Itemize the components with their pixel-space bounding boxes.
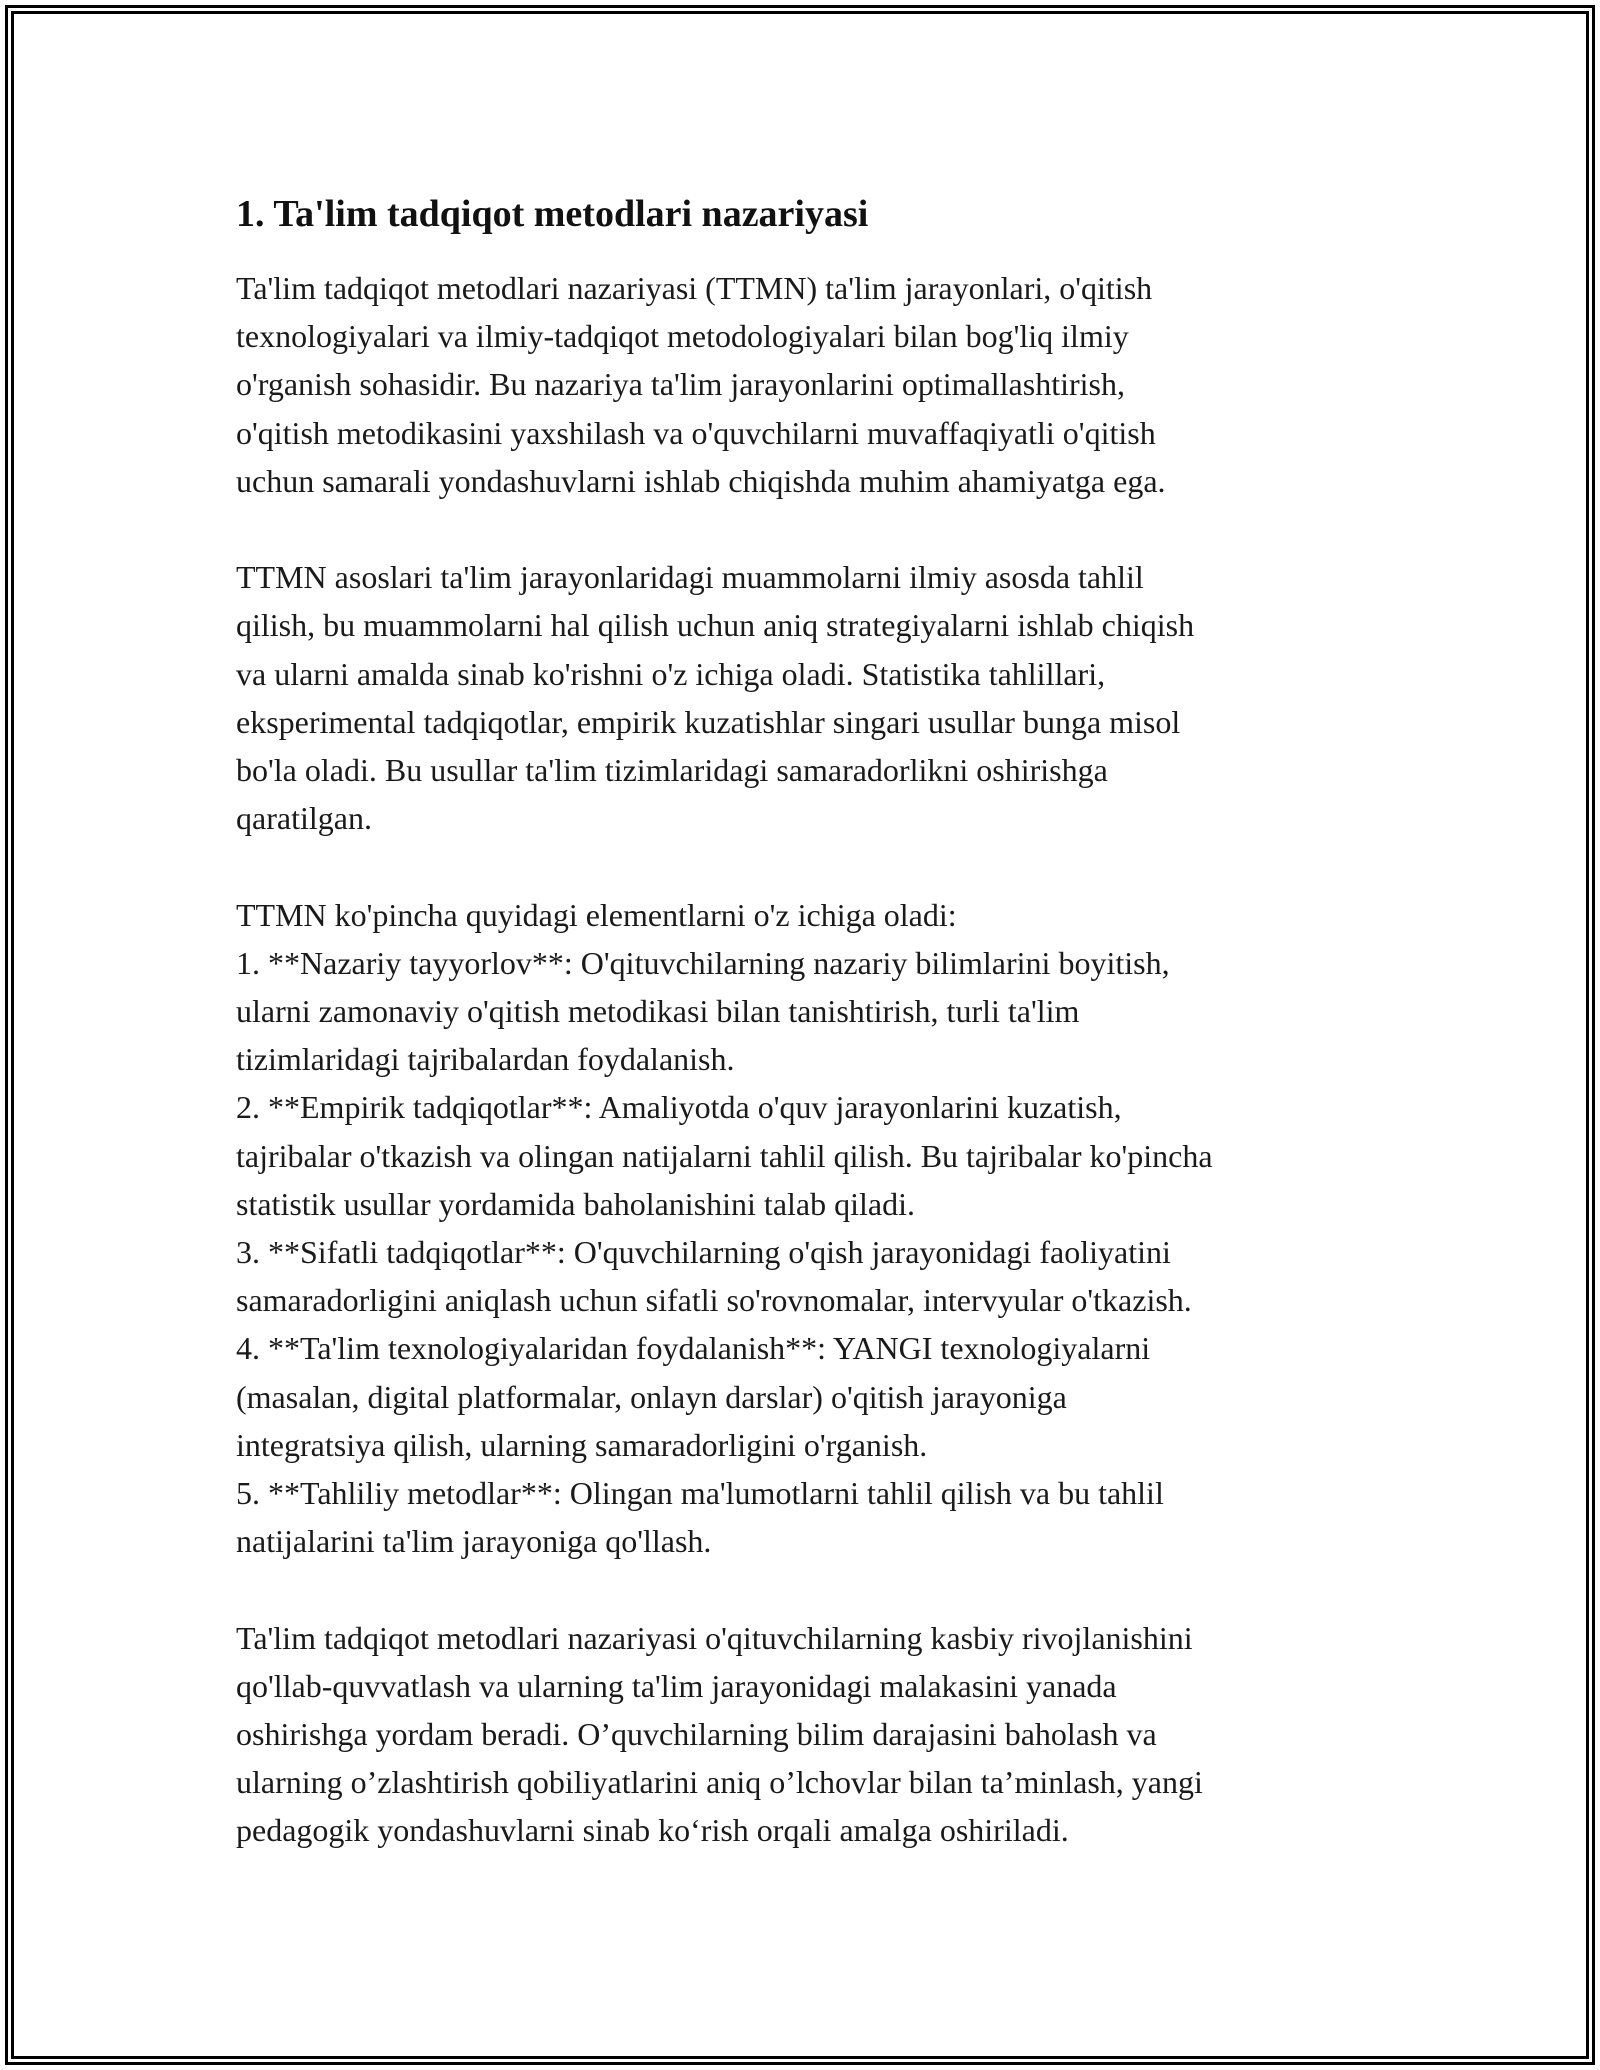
document-body xyxy=(236,190,1366,1855)
paragraph-conclusion: Ta'lim tadqiqot metodlari nazariyasi o'qituvchilarning kasbiy rivojlanishini qo'llab-quvvatlash va ularning ta'lim jarayonidagi malakasini yanada oshirishga yordam beradi. O’quvchilarning bilim darajasini baholash va ularning o’zlashtirish qobiliyatlarini aniq o’lchovlar bilan ta’minlash, yangi pedagogik yondashuvlarni sinab ko‘rish orqali amalga oshiriladi. xyxy=(236,1619,1203,1849)
paragraph-intro: Ta'lim tadqiqot metodlari nazariyasi (TTMN) ta'lim jarayonlari, o'qitish texnologiyalari va ilmiy-tadqiqot metodologiyalari bilan bog'liq ilmiy o'rganish sohasidir. Bu nazariya ta'lim jarayonlarini optimallashtirish, o'qitish metodikasini yaxshilash va o'quvchilarni muvaffaqiyatli o'qitish uchun samarali yondashuvlarni ishlab chiqishda muhim ahamiyatga ega. xyxy=(236,270,1166,499)
section-heading: 1. Ta'lim tadqiqot metodlari nazariyasi xyxy=(236,193,869,235)
paragraph-spacer xyxy=(236,505,1366,553)
paragraph-spacer xyxy=(236,842,1366,890)
paragraph-foundations: TTMN asoslari ta'lim jarayonlaridagi muammolarni ilmiy asosda tahlil qilish, bu muammolarni hal qilish uchun aniq strategiyalarni ishlab chiqish va ularni amalda sinab ko'rishni o'z ichiga oladi. Statistika tahlillari, eksperimental tadqiqotlar, empirik kuzatishlar singari usullar bunga misol bo'la oladi. Bu usullar ta'lim tizimlaridagi samaradorlikni oshirishga qaratilgan. xyxy=(236,559,1195,837)
paragraph-spacer xyxy=(236,1565,1366,1613)
paragraph-elements-list: TTMN ko'pincha quyidagi elementlarni o'z ichiga oladi: 1. **Nazariy tayyorlov**: O'qituvchilarning nazariy bilimlarini boyitish, ularni zamonaviy o'qitish metodikasi bilan tanishtirish, turli ta'lim tizimlaridagi tajribalardan foydalanish. 2. **Empirik tadqiqotlar**: Amaliyotda o'quv jarayonlarini kuzatish, tajribalar o'tkazish va olingan natijalarni tahlil qilish. Bu tajribalar ko'pincha statistik usullar yordamida baholanishini talab qiladi. 3. **Sifatli tadqiqotlar**: O'quvchilarning o'qish jarayonidagi faoliyatini samaradorligini aniqlash uchun sifatli so'rovnomalar, intervyular o'tkazish. 4. **Ta'lim texnologiyalaridan foydalanish**: YANGI texnologiyalarni (masalan, digital platformalar, onlayn darslar) o'qitish jarayoniga integratsiya qilish, ularning samaradorligini o'rganish. 5. **Tahliliy metodlar**: Olingan ma'lumotlarni tahlil qilish va bu tahlil natijalarini ta'lim jarayoniga qo'llash. xyxy=(236,896,1213,1560)
